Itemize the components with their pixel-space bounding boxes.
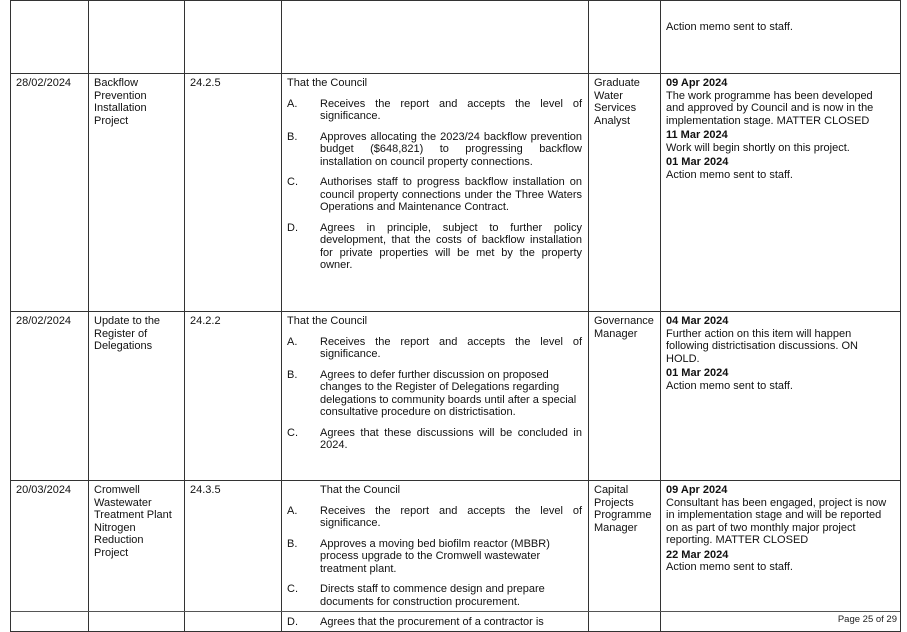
resolution-item xyxy=(287,131,582,169)
resolution-item xyxy=(287,369,582,419)
update-date: 09 Apr 2024 xyxy=(666,484,728,496)
updates-cell xyxy=(661,481,901,632)
update-text: Further action on this item will happen following districtisation discussions. ON HOLD. xyxy=(666,327,858,365)
item-cell xyxy=(185,1,282,74)
resolution-text: Agrees that these discussions will be concluded in 2024. xyxy=(320,426,582,451)
update-text: Consultant has been engaged, project is now in implementation stage and will be reported on as part of two monthly major project reporting. MATTER CLOSED xyxy=(666,496,887,546)
table-row xyxy=(11,74,901,312)
subject-cell xyxy=(89,1,185,74)
resolution-item xyxy=(287,98,582,123)
subject-cell: Update to the Register of Delegations xyxy=(89,312,185,481)
resolution-letter: B. xyxy=(287,537,298,550)
resolution-letter: A. xyxy=(287,97,298,110)
updates-cell xyxy=(661,74,901,312)
officer-cell: Governance Manager xyxy=(589,312,661,481)
resolution-item xyxy=(287,538,582,576)
resolution-item xyxy=(287,583,582,608)
resolution-letter: A. xyxy=(287,335,298,348)
footer-divider xyxy=(10,611,900,612)
resolution-text: Agrees to defer further discussion on proposed changes to the Register of Delegations regarding delegations to community boards until after a special consultative procedure on districtisation. xyxy=(320,368,577,418)
item-cell: 24.3.5 xyxy=(185,481,282,632)
resolution-cell xyxy=(282,74,589,312)
update-text: Action memo sent to staff. xyxy=(666,379,793,392)
resolution-text: Approves a moving bed biofilm reactor (MBBR) process upgrade to the Cromwell wastewater treatment plant. xyxy=(320,537,550,575)
resolution-item xyxy=(287,336,582,361)
resolution-letter: B. xyxy=(287,368,298,381)
subject-cell: Backflow Prevention Installation Project xyxy=(89,74,185,312)
date-cell xyxy=(11,1,89,74)
resolution-item xyxy=(287,427,582,452)
resolution-letter: D. xyxy=(287,221,298,234)
resolution-text: Directs staff to commence design and prepare documents for construction procurement. xyxy=(320,583,545,608)
resolution-head: That the Council xyxy=(320,484,401,496)
resolution-item xyxy=(287,616,582,629)
resolution-item xyxy=(287,222,582,272)
update-text: Action memo sent to staff. xyxy=(666,21,793,33)
resolution-text: Agrees that the procurement of a contractor is xyxy=(320,616,544,628)
resolution-text: Authorises staff to progress backflow installation on council property connections under the Three Waters Operations and Maintenance Contract. xyxy=(320,176,582,213)
resolution-cell xyxy=(282,1,589,74)
update-date: 11 Mar 2024 xyxy=(666,129,728,141)
date-cell: 28/02/2024 xyxy=(11,74,89,312)
resolution-letter: B. xyxy=(287,130,298,143)
subject-cell: Cromwell Wastewater Treatment Plant Nitrogen Reduction Project xyxy=(89,481,185,632)
resolution-cell xyxy=(282,312,589,481)
officer-cell: Capital Projects Programme Manager xyxy=(589,481,661,632)
updates-cell xyxy=(661,312,901,481)
resolution-letter: C. xyxy=(287,426,298,439)
update-text: The work programme has been developed and approved by Council and is now in the implementation stage. MATTER CLOSED xyxy=(666,89,874,127)
page-number: Page 25 of 29 xyxy=(837,614,897,625)
resolution-text: Agrees in principle, subject to further policy development, that the costs of backflow installation for private properties will be met by the property owner. xyxy=(320,221,582,271)
date-cell: 20/03/2024 xyxy=(11,481,89,632)
resolution-head: That the Council xyxy=(287,77,368,89)
updates-cell xyxy=(661,1,901,74)
table-row xyxy=(11,312,901,481)
resolution-letter: A. xyxy=(287,504,298,517)
resolution-text: Approves allocating the 2023/24 backflow prevention budget ($648,821) to progressing backflow installation on council property connections. xyxy=(320,130,582,168)
item-cell: 24.2.2 xyxy=(185,312,282,481)
update-date: 01 Mar 2024 xyxy=(666,156,729,168)
resolution-item xyxy=(287,505,582,530)
update-text: Action memo sent to staff. xyxy=(666,168,793,181)
resolution-letter: C. xyxy=(287,176,298,188)
resolution-register-table xyxy=(10,0,901,632)
date-cell: 28/02/2024 xyxy=(11,312,89,481)
resolution-letter: C. xyxy=(287,583,298,595)
update-date: 01 Mar 2024 xyxy=(666,367,729,379)
update-text: Work will begin shortly on this project. xyxy=(666,141,850,154)
table-row xyxy=(11,481,901,632)
resolution-head: That the Council xyxy=(287,315,368,327)
officer-cell: Graduate Water Services Analyst xyxy=(589,74,661,312)
resolution-item xyxy=(287,176,582,214)
resolution-letter: D. xyxy=(287,616,298,628)
table-row-continued xyxy=(11,1,901,74)
resolution-text: Receives the report and accepts the level of significance. xyxy=(320,97,582,122)
resolution-text: Receives the report and accepts the level of significance. xyxy=(320,335,582,360)
resolution-text: Receives the report and accepts the level of significance. xyxy=(320,504,582,529)
update-date: 22 Mar 2024 xyxy=(666,548,729,561)
update-date: 09 Apr 2024 xyxy=(666,77,728,89)
officer-cell xyxy=(589,1,661,74)
update-text: Action memo sent to staff. xyxy=(666,561,793,573)
update-date: 04 Mar 2024 xyxy=(666,315,729,327)
resolution-cell xyxy=(282,481,589,632)
item-cell: 24.2.5 xyxy=(185,74,282,312)
